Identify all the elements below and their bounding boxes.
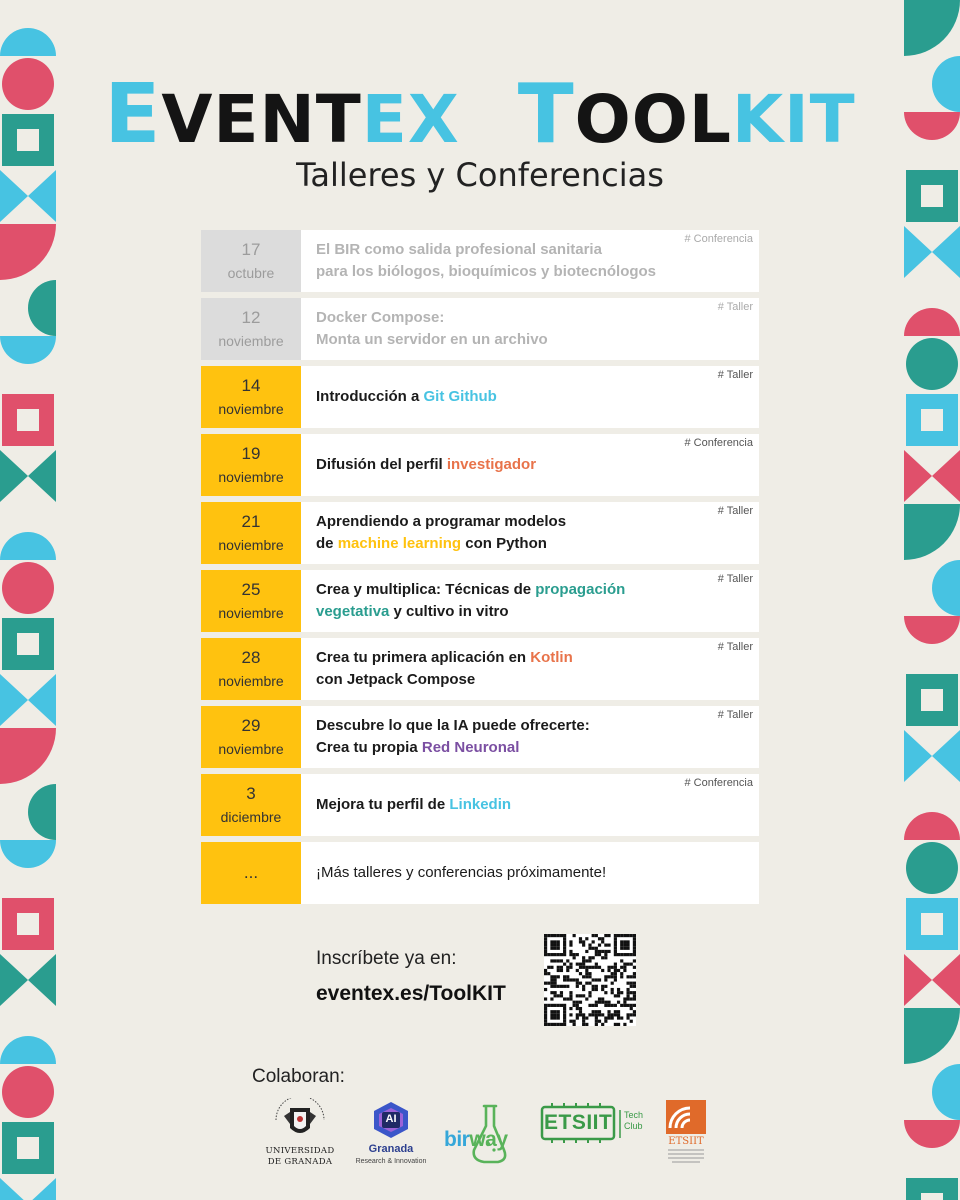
- event-schedule: [201, 230, 759, 910]
- event-month: octubre: [227, 265, 275, 281]
- ai-granada-name: Granada: [368, 1143, 414, 1155]
- event-type-tag: # Taller: [717, 709, 753, 721]
- event-date: [201, 502, 301, 564]
- event-title-segment: con Jetpack Compose: [316, 671, 476, 688]
- event-row[interactable]: [201, 366, 759, 428]
- event-title-segment: Descubre lo que la IA puede ofrecerte:: [316, 717, 590, 734]
- event-info: [301, 570, 759, 632]
- event-title-highlight: propagación: [535, 581, 626, 598]
- event-info: [301, 842, 759, 904]
- registration-block: [316, 948, 506, 1006]
- event-date: [201, 570, 301, 632]
- decorative-tile: [904, 672, 960, 728]
- decorative-tile: [0, 616, 56, 672]
- event-info: [301, 366, 759, 428]
- event-title-segment: Docker Compose:: [316, 309, 445, 326]
- event-row[interactable]: [201, 774, 759, 836]
- event-title-line: [316, 307, 548, 329]
- etsiit-club-wordmark: ETSIIT: [544, 1111, 613, 1134]
- event-title: [316, 511, 566, 555]
- birway-logo: [442, 1098, 522, 1172]
- event-title: [316, 715, 590, 759]
- decorative-tile: [0, 448, 56, 504]
- decorative-tile: [904, 392, 960, 448]
- decorative-tile: [0, 1064, 56, 1120]
- event-title-highlight: Red Neuronal: [421, 739, 520, 756]
- decorative-tile: [904, 616, 960, 672]
- event-title-segment: Mejora tu perfil de: [316, 796, 450, 813]
- decorative-tile: [904, 0, 960, 56]
- event-row[interactable]: [201, 230, 759, 292]
- ai-mark: AI: [385, 1113, 397, 1125]
- event-info: [301, 298, 759, 360]
- event-row[interactable]: [201, 842, 759, 904]
- ugr-name-line1: UNIVERSIDAD: [265, 1146, 335, 1156]
- event-row[interactable]: [201, 298, 759, 360]
- birway-part1: bir: [444, 1128, 470, 1151]
- event-type-tag: # Taller: [717, 573, 753, 585]
- event-info: [301, 706, 759, 768]
- event-title-segment: Crea tu propia: [316, 739, 422, 756]
- event-day: 25: [241, 580, 261, 599]
- event-title-highlight: machine learning: [337, 535, 462, 552]
- event-date: [201, 434, 301, 496]
- decorative-tile: [904, 448, 960, 504]
- event-month: diciembre: [220, 809, 282, 825]
- event-month: noviembre: [218, 741, 284, 757]
- decorative-tile: [0, 224, 56, 280]
- event-title-highlight: vegetativa: [316, 603, 390, 620]
- event-day: 28: [241, 648, 261, 667]
- etsiit-tech-club-logo: [540, 1098, 644, 1172]
- event-day: 3: [246, 784, 256, 803]
- event-date: [201, 230, 301, 292]
- event-row[interactable]: [201, 434, 759, 496]
- page-title: EVENTEX TOOLKIT: [104, 67, 856, 162]
- event-month: noviembre: [218, 333, 284, 349]
- event-title: [316, 794, 511, 816]
- registration-url[interactable]: eventex.es/ToolKIT: [316, 982, 506, 1005]
- event-date: [201, 774, 301, 836]
- event-title-segment: y cultivo in vitro: [389, 603, 509, 620]
- event-title-highlight: Linkedin: [449, 796, 512, 813]
- event-title-line: [316, 794, 511, 816]
- event-type-tag: # Conferencia: [684, 233, 753, 245]
- event-row[interactable]: [201, 706, 759, 768]
- collaborator-logos: [262, 1098, 722, 1172]
- event-info: [301, 434, 759, 496]
- event-day: 17: [241, 240, 261, 259]
- event-type-tag: # Taller: [717, 641, 753, 653]
- event-title-line: [316, 601, 625, 623]
- event-date: [201, 842, 301, 904]
- event-row[interactable]: [201, 570, 759, 632]
- ugr-name-line2: DE GRANADA: [267, 1157, 333, 1167]
- decorative-tile: [0, 1120, 56, 1176]
- collaborators-label: Colaboran:: [252, 1066, 345, 1087]
- event-month: noviembre: [218, 401, 284, 417]
- decorative-tile: [904, 784, 960, 840]
- event-title-line: [316, 533, 566, 555]
- decorative-tile: [904, 560, 960, 616]
- etsiit-school-logo: [662, 1098, 710, 1172]
- decorative-tile: [0, 840, 56, 896]
- event-date: [201, 706, 301, 768]
- event-title-segment: ¡Más talleres y conferencias próximamente!: [316, 864, 607, 881]
- event-title-line: [316, 511, 566, 533]
- event-type-tag: # Taller: [717, 369, 753, 381]
- event-info: [301, 230, 759, 292]
- decorative-tile: [904, 840, 960, 896]
- registration-label: Inscríbete ya en:: [316, 948, 457, 969]
- decorative-tile: [0, 560, 56, 616]
- event-title-line: [316, 862, 606, 884]
- decorative-tile: [0, 280, 56, 336]
- event-title-highlight: Kotlin: [530, 649, 573, 666]
- event-title-line: [316, 261, 656, 283]
- decorative-tile: [904, 336, 960, 392]
- event-title-segment: Crea tu primera aplicación en: [316, 649, 531, 666]
- event-title-segment: Crea y multiplica: Técnicas de: [316, 581, 536, 598]
- qr-code[interactable]: [544, 934, 636, 1026]
- decorative-tile: [0, 392, 56, 448]
- event-day: 29: [241, 716, 261, 735]
- event-title-segment: con Python: [461, 535, 547, 552]
- event-row[interactable]: [201, 638, 759, 700]
- event-title-segment: de: [316, 535, 338, 552]
- event-info: [301, 502, 759, 564]
- event-info: [301, 638, 759, 700]
- decorative-tile: [0, 336, 56, 392]
- event-type-tag: # Taller: [717, 505, 753, 517]
- event-type-tag: # Taller: [717, 301, 753, 313]
- decorative-tile: [904, 504, 960, 560]
- event-title: [316, 454, 536, 476]
- decorative-tile: [0, 504, 56, 560]
- event-title-line: [316, 737, 590, 759]
- universidad-granada-logo: [262, 1098, 338, 1172]
- decorative-tile: [904, 1120, 960, 1176]
- decorative-tile: [904, 1064, 960, 1120]
- decorative-tile: [904, 1008, 960, 1064]
- event-title-line: [316, 715, 590, 737]
- event-title-segment: Difusión del perfil: [316, 456, 447, 473]
- decorative-tile: [0, 896, 56, 952]
- event-title-line: [316, 669, 573, 691]
- page-subtitle: Talleres y Conferencias: [296, 156, 664, 194]
- event-date: [201, 366, 301, 428]
- event-month: noviembre: [218, 537, 284, 553]
- event-title: [316, 579, 625, 623]
- event-title-line: [316, 579, 625, 601]
- decorative-tile: [0, 1008, 56, 1064]
- event-title: [316, 647, 573, 691]
- event-title: [316, 862, 606, 884]
- decorative-tile: [0, 952, 56, 1008]
- decorative-tile: [0, 784, 56, 840]
- event-date: [201, 298, 301, 360]
- decorative-tile: [904, 224, 960, 280]
- ai-granada-logo: [355, 1098, 427, 1172]
- decorative-tile: [0, 1176, 56, 1200]
- event-month: noviembre: [218, 673, 284, 689]
- etsiit-emblem-icon: [662, 1098, 710, 1168]
- event-title-line: [316, 647, 573, 669]
- event-date: [201, 638, 301, 700]
- event-month: noviembre: [218, 605, 284, 621]
- event-title-segment: Aprendiendo a programar modelos: [316, 513, 567, 530]
- event-title: [316, 239, 656, 283]
- event-day: 19: [241, 444, 261, 463]
- event-info: [301, 774, 759, 836]
- event-title-line: [316, 329, 548, 351]
- event-type-tag: # Conferencia: [684, 777, 753, 789]
- event-type-tag: # Conferencia: [684, 437, 753, 449]
- event-title: [316, 386, 497, 408]
- ugr-crest-icon: [262, 1098, 338, 1146]
- decorative-tile: [0, 728, 56, 784]
- decorative-tile: [904, 728, 960, 784]
- event-title-line: [316, 239, 656, 261]
- event-title-segment: Monta un servidor en un archivo: [316, 331, 548, 348]
- event-month: noviembre: [218, 469, 284, 485]
- event-title-highlight: investigador: [446, 456, 537, 473]
- etsiit-tech-word: Tech: [624, 1110, 644, 1120]
- birway-part2: way: [469, 1128, 508, 1151]
- event-day: 14: [241, 376, 261, 395]
- decorative-tile: [904, 896, 960, 952]
- event-title-highlight: Git Github: [423, 388, 497, 405]
- decorative-tile: [0, 0, 56, 56]
- event-title-segment: El BIR como salida profesional sanitaria: [316, 241, 602, 258]
- decorative-tile: [904, 1176, 960, 1200]
- event-day: 12: [241, 308, 261, 327]
- event-title-line: [316, 386, 497, 408]
- event-day: ...: [243, 863, 259, 882]
- decorative-tile: [904, 952, 960, 1008]
- decorative-tile: [0, 672, 56, 728]
- etsiit-school-name: ETSIIT: [668, 1136, 704, 1147]
- event-title-line: [316, 454, 536, 476]
- event-title-segment: para los biólogos, bioquímicos y biotecnólogos: [316, 263, 657, 280]
- decorative-tile: [904, 280, 960, 336]
- event-title: [316, 307, 548, 351]
- ai-granada-subtitle: Research & Innovation: [355, 1158, 427, 1165]
- event-row[interactable]: [201, 502, 759, 564]
- event-day: 21: [241, 512, 261, 531]
- etsiit-club-word: Club: [624, 1121, 643, 1131]
- event-title-segment: Introducción a: [316, 388, 424, 405]
